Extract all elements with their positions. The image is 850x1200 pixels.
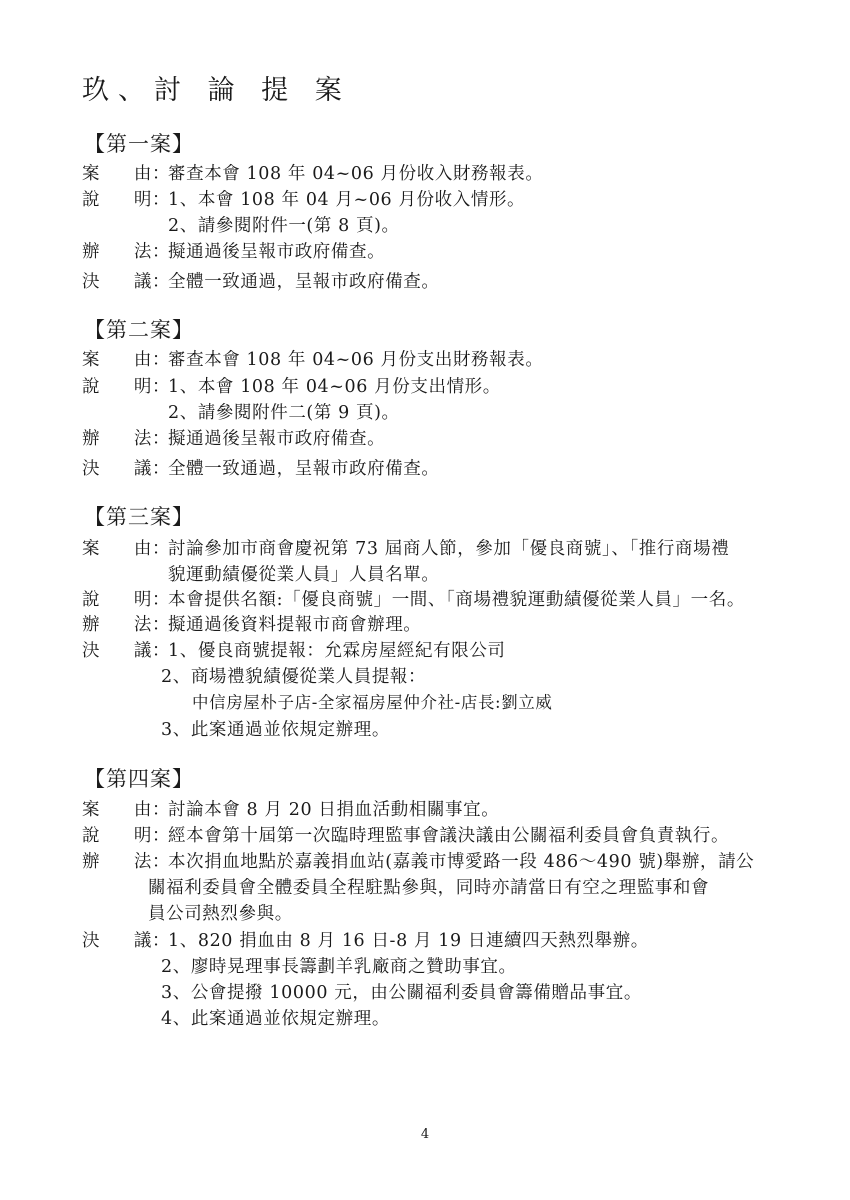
colon: ： <box>152 272 171 292</box>
field-label: 案 由 <box>82 350 152 370</box>
colon: ： <box>152 190 171 210</box>
colon: ： <box>152 377 171 397</box>
field-text-continuation: 4、此案通過並依規定辦理。 <box>161 1009 390 1029</box>
field-text: 本會提供名額:「優良商號」一間、「商場禮貌運動績優從業人員」一名。 <box>168 590 745 610</box>
case-resolution-row <box>82 455 782 479</box>
field-text: 討論本會 8 月 20 日捐血活動相關事宜。 <box>168 800 500 820</box>
field-label: 決 議 <box>82 931 152 951</box>
case-method-row <box>82 425 782 449</box>
field-label: 案 由 <box>82 800 152 820</box>
colon: ： <box>152 826 171 846</box>
field-text: 1、優良商號提報：允霖房屋經紀有限公司 <box>168 641 506 661</box>
colon: ： <box>152 459 171 479</box>
field-text-continuation: 2、請參閱附件一(第 8 頁)。 <box>168 216 400 236</box>
field-label: 說 明 <box>82 826 152 846</box>
field-text: 擬通過後資料提報市商會辦理。 <box>168 615 422 635</box>
case-explain-row <box>82 373 782 397</box>
field-text: 審查本會 108 年 04~06 月份收入財務報表。 <box>168 164 544 184</box>
colon: ： <box>152 350 171 370</box>
colon: ： <box>152 590 171 610</box>
field-label: 案 由 <box>82 164 152 184</box>
case-reason-row <box>82 346 782 370</box>
case-resolution-row <box>82 268 782 292</box>
field-text-continuation: 中信房屋朴子店-全家福房屋仲介社-店長:劉立威 <box>192 693 553 712</box>
case-explain-row <box>82 586 792 610</box>
case-explain-row <box>82 186 782 210</box>
field-text: 1、本會 108 年 04 月~06 月份收入情形。 <box>168 190 526 210</box>
field-text: 1、本會 108 年 04~06 月份支出情形。 <box>168 377 501 397</box>
field-text: 1、820 捐血由 8 月 16 日-8 月 19 日連續四天熱烈舉辦。 <box>168 931 649 951</box>
case-method-row <box>82 238 782 262</box>
field-text-continuation: 2、請參閱附件二(第 9 頁)。 <box>168 403 400 423</box>
field-label: 說 明 <box>82 190 152 210</box>
case-title: 【第三案】 <box>84 505 194 529</box>
field-text-continuation: 2、商場禮貌績優從業人員提報： <box>161 667 427 687</box>
colon: ： <box>152 164 171 184</box>
field-label: 案 由 <box>82 539 152 559</box>
field-label: 辦 法 <box>82 615 152 635</box>
field-text-continuation: 關福利委員會全體委員全程駐點參與，同時亦請當日有空之理監事和會 <box>148 878 710 898</box>
field-label: 辦 法 <box>82 429 152 449</box>
field-text-continuation: 2、廖時晃理事長籌劃羊乳廠商之贊助事宜。 <box>161 957 517 977</box>
case-title: 【第四案】 <box>84 767 194 791</box>
case-resolution-row <box>82 927 782 951</box>
case-reason-row <box>82 535 792 559</box>
field-text: 討論參加市商會慶祝第 73 屆商人節，參加「優良商號」、「推行商場禮 <box>168 539 730 559</box>
case-reason-row <box>82 160 782 184</box>
page-number: 4 <box>420 1127 430 1142</box>
colon: ： <box>152 539 171 559</box>
field-text-continuation: 貌運動績優從業人員」人員名單。 <box>168 565 440 585</box>
field-label: 決 議 <box>82 459 152 479</box>
case-explain-row <box>82 822 792 846</box>
field-text: 擬通過後呈報市政府備查。 <box>168 242 386 262</box>
field-text: 經本會第十屆第一次臨時理監事會議決議由公關福利委員會負責執行。 <box>168 826 730 846</box>
case-method-row <box>82 848 792 872</box>
colon: ： <box>152 429 171 449</box>
colon: ： <box>152 242 171 262</box>
field-text-continuation: 3、公會提撥 10000 元，由公關福利委員會籌備贈品事宜。 <box>161 983 642 1003</box>
colon: ： <box>152 800 171 820</box>
field-text: 擬通過後呈報市政府備查。 <box>168 429 386 449</box>
field-text: 審查本會 108 年 04~06 月份支出財務報表。 <box>168 350 544 370</box>
colon: ： <box>152 931 171 951</box>
field-label: 決 議 <box>82 641 152 661</box>
case-reason-row <box>82 796 782 820</box>
case-title: 【第二案】 <box>84 318 194 342</box>
case-title: 【第一案】 <box>84 132 194 156</box>
field-text: 全體一致通過，呈報市政府備查。 <box>168 459 440 479</box>
field-label: 說 明 <box>82 590 152 610</box>
colon: ： <box>152 615 171 635</box>
colon: ： <box>152 852 171 872</box>
field-text: 全體一致通過，呈報市政府備查。 <box>168 272 440 292</box>
section-title: 玖、討 論 提 案 <box>82 75 351 106</box>
field-text-continuation: 3、此案通過並依規定辦理。 <box>161 720 390 740</box>
field-label: 說 明 <box>82 377 152 397</box>
case-method-row <box>82 611 782 635</box>
field-text: 本次捐血地點於嘉義捐血站(嘉義市博愛路一段 486～490 號)舉辦，請公 <box>168 852 755 872</box>
field-label: 辦 法 <box>82 852 152 872</box>
field-label: 辦 法 <box>82 242 152 262</box>
case-resolution-row <box>82 637 782 661</box>
field-label: 決 議 <box>82 272 152 292</box>
colon: ： <box>152 641 171 661</box>
field-text-continuation: 員公司熱烈參與。 <box>148 904 293 924</box>
